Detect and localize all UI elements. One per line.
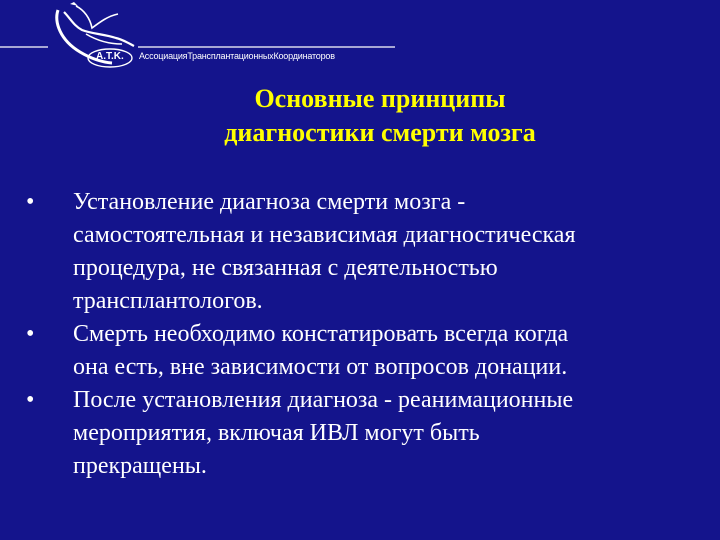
title-line-2: диагностики смерти мозга <box>224 118 536 147</box>
title-line-1: Основные принципы <box>254 84 506 113</box>
bullet-marker: • <box>26 189 35 215</box>
bullet-line: прекращены. <box>73 453 207 479</box>
bullet-line: она есть, вне зависимости от вопросов донации. <box>73 354 568 380</box>
bullet-list <box>20 186 710 483</box>
bullet-item <box>20 318 710 384</box>
bullet-line: Смерть необходимо констатировать всегда когда <box>73 321 569 347</box>
bullet-line: процедура, не связанная с деятельностью <box>73 255 498 281</box>
slide-title <box>100 82 660 150</box>
logo <box>0 0 400 80</box>
bullet-marker: • <box>26 387 35 413</box>
bullet-item <box>20 384 710 483</box>
logo-graphic <box>0 0 400 80</box>
logo-abbreviation: A.T.K. <box>96 51 124 62</box>
bullet-line: трансплантологов. <box>73 288 263 314</box>
bullet-line: самостоятельная и независимая диагностическая <box>73 222 576 248</box>
organization-name: АссоциацияТрансплантационныхКоординаторов <box>139 51 335 61</box>
bullet-marker: • <box>26 321 35 347</box>
bullet-line: Установление диагноза смерти мозга - <box>73 189 466 215</box>
bullet-item <box>20 186 710 318</box>
bullet-line: После установления диагноза - реанимационные <box>73 387 574 413</box>
bullet-line: мероприятия, включая ИВЛ могут быть <box>73 420 480 446</box>
